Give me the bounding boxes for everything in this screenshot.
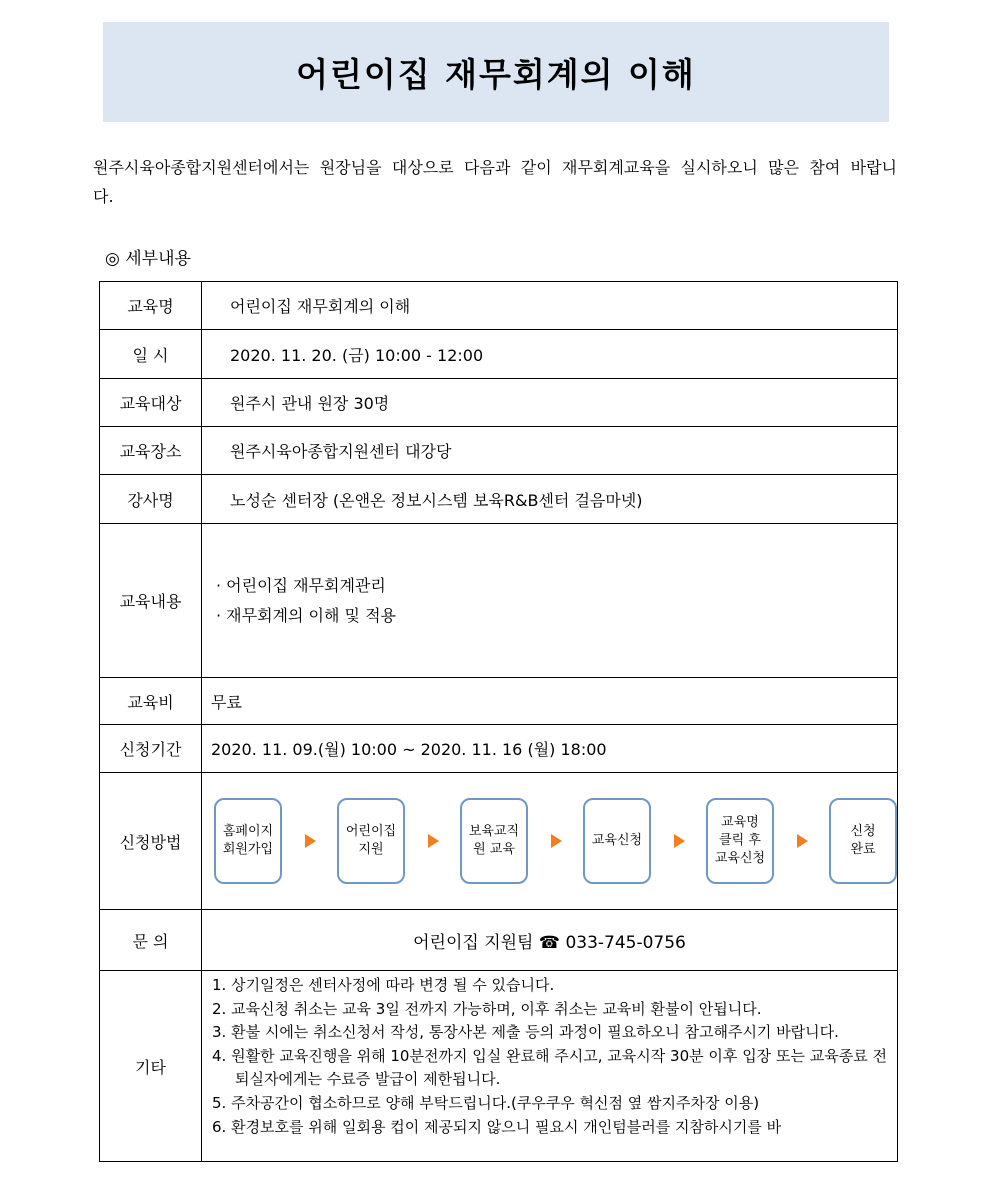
row-label: 교육비 <box>100 678 202 725</box>
step-text: 클릭 후 <box>719 833 761 848</box>
step-text: 완료 <box>850 842 876 857</box>
flow-step <box>460 798 528 884</box>
row-value: 어린이집 재무회계의 이해 <box>202 282 898 330</box>
arrow-right-icon <box>797 834 808 848</box>
arrow-right-icon <box>674 834 685 848</box>
row-label: 신청기간 <box>100 725 202 773</box>
intro-paragraph: 원주시육아종합지원센터에서는 원장님을 대상으로 다음과 같이 재무회계교육을 실시하오니 많은 참여 바랍니다. <box>93 158 897 206</box>
table-row <box>100 330 898 379</box>
row-label: 교육대상 <box>100 379 202 427</box>
row-label: 강사명 <box>100 475 202 524</box>
application-flow <box>202 798 897 884</box>
table-row <box>100 910 898 971</box>
row-label: 일 시 <box>100 330 202 379</box>
content-cell <box>202 524 898 678</box>
row-value: 원주시육아종합지원센터 대강당 <box>202 427 898 475</box>
table-row <box>100 678 898 725</box>
detail-table <box>99 281 898 1162</box>
step-text: 교육명 <box>721 815 759 830</box>
flow-step <box>214 798 282 884</box>
row-value: 2020. 11. 20. (금) 10:00 - 12:00 <box>202 330 898 379</box>
row-label: 기타 <box>100 971 202 1162</box>
document-title: 어린이집 재무회계의 이해 <box>296 54 696 94</box>
row-label: 교육명 <box>100 282 202 330</box>
table-row <box>100 524 898 678</box>
table-row <box>100 475 898 524</box>
step-text: 교육신청 <box>591 833 643 848</box>
row-value: 무료 <box>202 678 898 725</box>
step-text: 원 교육 <box>473 842 515 857</box>
notes-list <box>202 974 897 1139</box>
step-text: 어린이집 <box>345 824 397 839</box>
flow-step <box>706 798 774 884</box>
note-item: 3. 환불 시에는 취소신청서 작성, 통장사본 제출 등의 과정이 필요하오니 참고해주시기 바랍니다. <box>212 1023 839 1042</box>
table-row <box>100 773 898 910</box>
table-row <box>100 725 898 773</box>
flow-step <box>829 798 897 884</box>
table-row <box>100 971 898 1162</box>
row-label: 문 의 <box>100 910 202 971</box>
row-value: 노성순 센터장 (온앤온 정보시스템 보육R&B센터 걸음마넷) <box>202 475 898 524</box>
arrow-right-icon <box>551 834 562 848</box>
step-text: 지원 <box>358 842 384 857</box>
step-text: 홈페이지 <box>222 824 274 839</box>
notes-cell <box>202 971 898 1162</box>
row-label: 교육장소 <box>100 427 202 475</box>
note-item: 2. 교육신청 취소는 교육 3일 전까지 가능하며, 이후 취소는 교육비 환불이 안됩니다. <box>212 999 762 1018</box>
flow-step <box>337 798 405 884</box>
arrow-right-icon <box>428 834 439 848</box>
step-text: 보육교직 <box>468 824 520 839</box>
list-item: · 재무회계의 이해 및 적용 <box>216 605 396 625</box>
title-banner <box>103 22 889 122</box>
row-value: 2020. 11. 09.(월) 10:00 ~ 2020. 11. 16 (월) 18:00 <box>202 725 898 773</box>
step-text: 신청 <box>850 824 876 839</box>
content-list <box>216 571 897 631</box>
contact-value: 어린이집 지원팀 ☎ 033-745-0756 <box>202 910 898 971</box>
section-heading: ◎ 세부내용 <box>105 249 191 269</box>
note-item: 5. 주차공간이 협소하므로 양해 부탁드립니다.(쿠우쿠우 혁신점 옆 쌈지주차장 이용) <box>212 1093 760 1112</box>
step-text: 교육신청 <box>714 851 766 866</box>
list-item: · 어린이집 재무회계관리 <box>216 575 386 595</box>
flow-step <box>583 798 651 884</box>
step-text: 회원가입 <box>222 842 274 857</box>
table-row <box>100 427 898 475</box>
table-row <box>100 379 898 427</box>
note-item: 1. 상기일정은 센터사정에 따라 변경 될 수 있습니다. <box>212 976 555 994</box>
method-cell <box>202 773 898 910</box>
note-item: 4. 원활한 교육진행을 위해 10분전까지 입실 완료해 주시고, 교육시작 30분 이후 입장 또는 교육종료 전 퇴실자에게는 수료증 발급이 제한됩니다. <box>212 1046 887 1089</box>
row-label: 신청방법 <box>100 773 202 910</box>
arrow-right-icon <box>305 834 316 848</box>
row-label: 교육내용 <box>100 524 202 678</box>
note-item: 6. 환경보호를 위해 일회용 컵이 제공되지 않으니 필요시 개인텀블러를 지참하시기를 바 <box>212 1117 782 1136</box>
table-row <box>100 282 898 330</box>
row-value: 원주시 관내 원장 30명 <box>202 379 898 427</box>
